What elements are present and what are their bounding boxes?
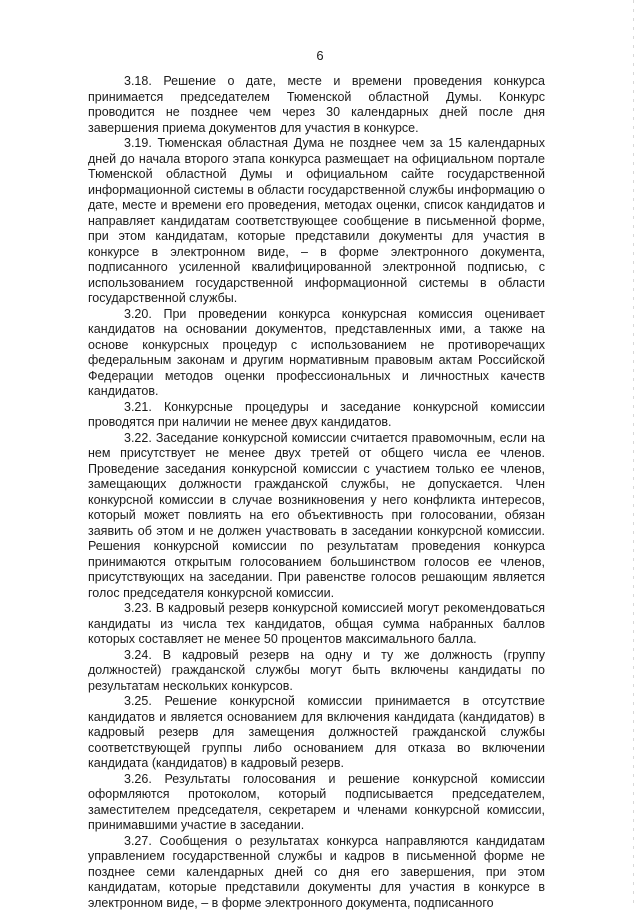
paragraph-3-23: 3.23. В кадровый резерв конкурсной комиссией могут рекомендоваться кандидаты из числа тех кандидатов, общая сумма набранных баллов которых составляет не менее 50 процентов максимального балла. <box>88 601 545 648</box>
scan-edge-mark <box>633 0 634 905</box>
paragraph-3-24: 3.24. В кадровый резерв на одну и ту же должность (группу должностей) гражданской службы могут быть включены кандидаты по результатам нескольких конкурсов. <box>88 648 545 695</box>
document-body <box>88 74 545 911</box>
paragraph-3-22: 3.22. Заседание конкурсной комиссии считается правомочным, если на нем присутствует не менее двух третей от общего числа ее членов. Проведение заседания конкурсной комиссии с участием только ее членов, замещающих должности гражданской службы, не допускается. Член конкурсной комиссии в случае возникновения у него конфликта интересов, который может повлиять на его объективность при голосовании, обязан заявить об этом и не должен участвовать в заседании конкурсной комиссии. Решения конкурсной комиссии по результатам проведения конкурса принимаются открытым голосованием большинством голосов ее членов, присутствующих на заседании. При равенстве голосов решающим является голос председателя конкурсной комиссии. <box>88 431 545 602</box>
paragraph-3-21: 3.21. Конкурсные процедуры и заседание конкурсной комиссии проводятся при наличии не менее двух кандидатов. <box>88 400 545 431</box>
paragraph-3-19: 3.19. Тюменская областная Дума не позднее чем за 15 календарных дней до начала второго этапа конкурса размещает на официальном портале Тюменской областной Думы и официальном сайте государственной информационной системы в области государственной службы информацию о дате, месте и времени его проведения, методах оценки, список кандидатов и направляет кандидатам соответствующее сообщение в письменной форме, при этом кандидатам, которые представили документы для участия в конкурсе в электронном виде, – в форме электронного документа, подписанного усиленной квалифицированной электронной подписью, с использованием государственной информационной системы в области государственной службы. <box>88 136 545 307</box>
paragraph-3-26: 3.26. Результаты голосования и решение конкурсной комиссии оформляются протоколом, который подписывается председателем, заместителем председателя, секретарем и членами конкурсной комиссии, принимавшими участие в заседании. <box>88 772 545 834</box>
paragraph-3-18: 3.18. Решение о дате, месте и времени проведения конкурса принимается председателем Тюменской областной Думы. Конкурс проводится не позднее чем через 30 календарных дней после дня завершения приема документов для участия в конкурсе. <box>88 74 545 136</box>
page-number: 6 <box>0 48 640 63</box>
paragraph-3-27: 3.27. Сообщения о результатах конкурса направляются кандидатам управлением государственной службы и кадров в письменной форме не позднее семи календарных дней со дня его завершения, при этом кандидатам, которые представили документы для участия в конкурсе в электронном виде, – в форме электронного документа, подписанного <box>88 834 545 911</box>
paragraph-3-20: 3.20. При проведении конкурса конкурсная комиссия оценивает кандидатов на основании документов, представленных ими, а также на основе конкурсных процедур с использованием не противоречащих федеральным законам и другим нормативным правовым актам Российской Федерации методов оценки профессиональных и личностных качеств кандидатов. <box>88 307 545 400</box>
paragraph-3-25: 3.25. Решение конкурсной комиссии принимается в отсутствие кандидатов и является основанием для включения кандидата (кандидатов) в кадровый резерв для замещения должностей гражданской службы соответствующей группы либо основанием для отказа во включении кандидата (кандидатов) в кадровый резерв. <box>88 694 545 772</box>
